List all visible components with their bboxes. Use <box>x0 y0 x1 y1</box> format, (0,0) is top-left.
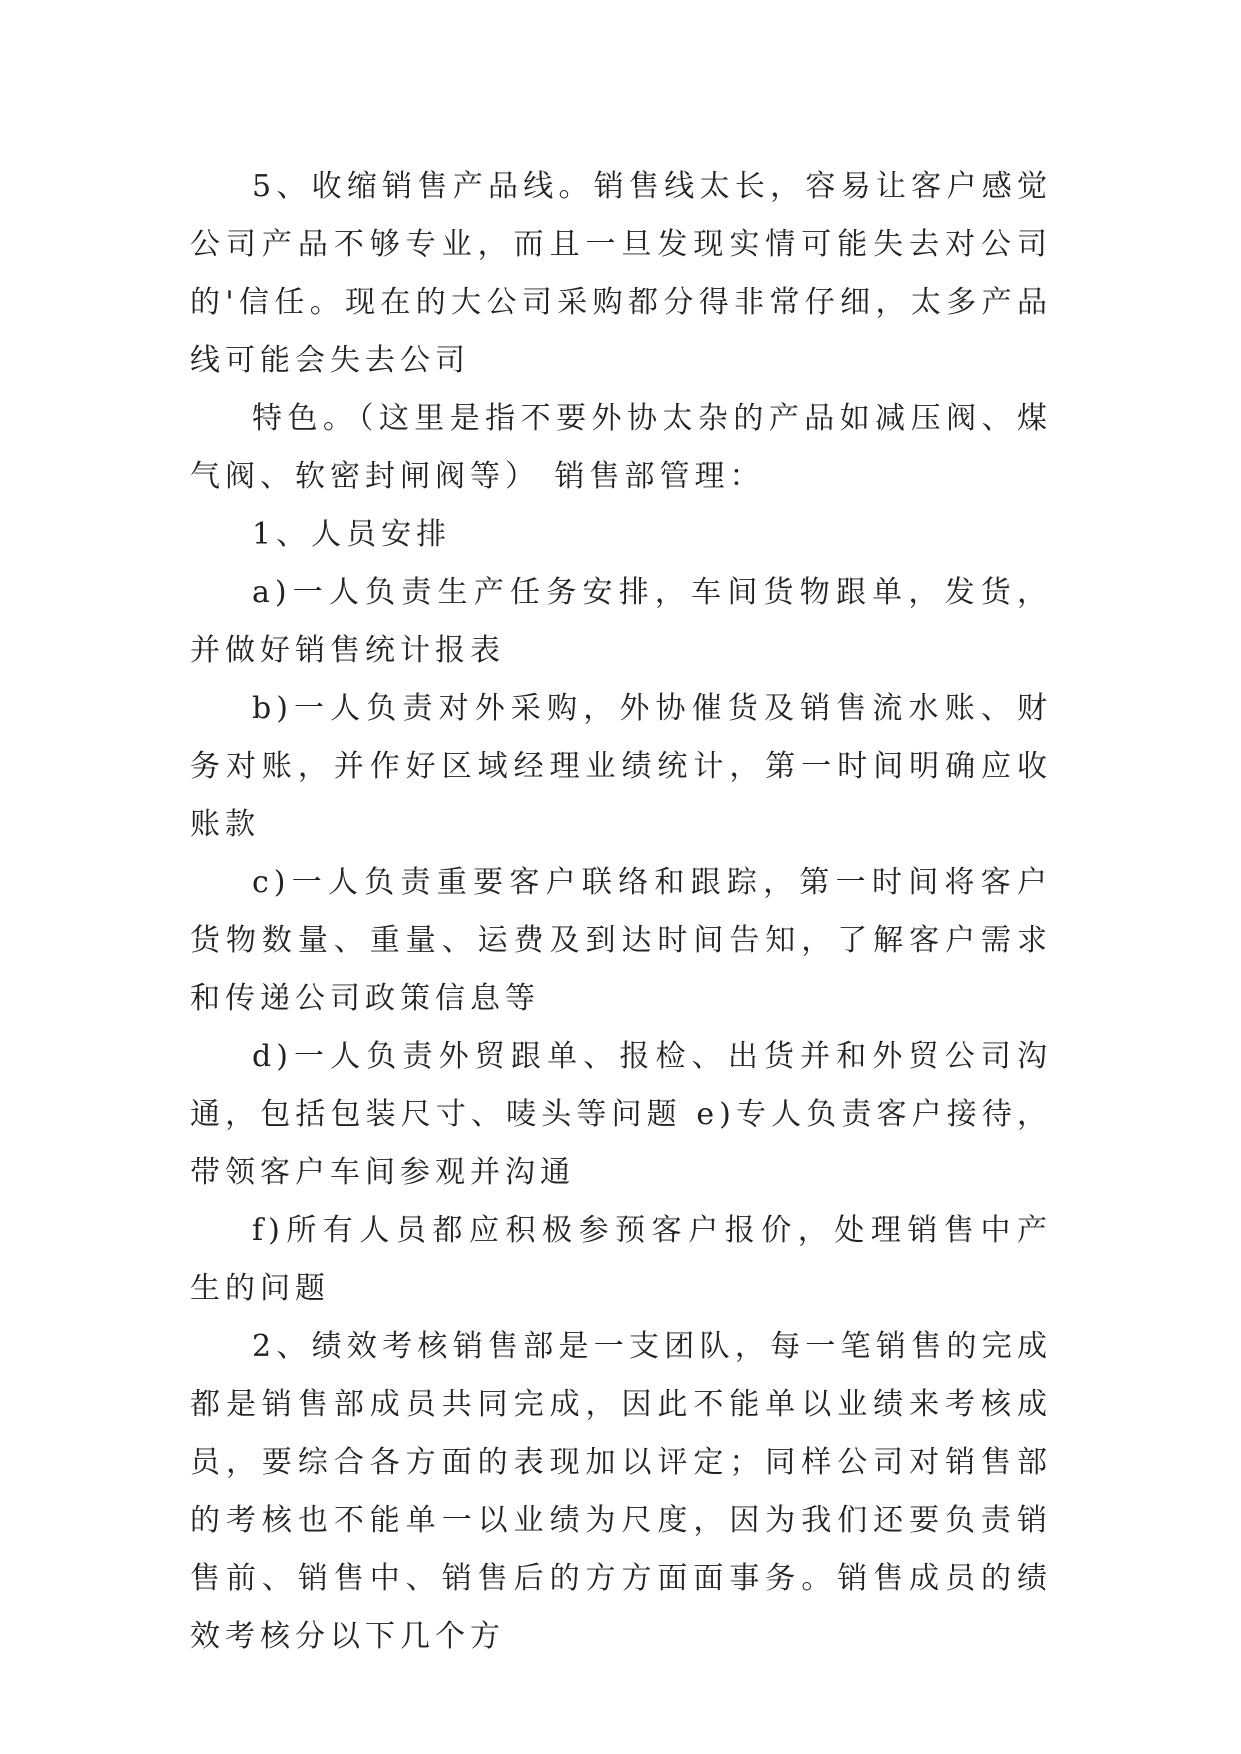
paragraph-staffing-heading: 1、人员安排 <box>252 517 452 552</box>
paragraph-staff-c: c)一人负责重要客户联络和跟踪，第一时间将客户货物数量、重量、运费及到达时间告知，了解客户需求和传递公司政策信息等 <box>190 865 1052 1016</box>
paragraph-features-management: 特色。（这里是指不要外协太杂的产品如减压阀、煤气阀、软密封闸阀等） 销售部管理： <box>190 401 1052 494</box>
paragraph-performance-review: 2、绩效考核销售部是一支团队，每一笔销售的完成都是销售部成员共同完成，因此不能单以业绩来考核成员，要综合各方面的表现加以评定；同样公司对销售部的考核也不能单一以业绩为尺度，因为我们还要负责销售前、销售中、销售后的方方面面事务。销售成员的绩效考核分以下几个方 <box>190 1329 1052 1654</box>
paragraph-staff-f: f)所有人员都应积极参预客户报价，处理销售中产生的问题 <box>190 1213 1052 1306</box>
paragraph-product-line: 5、收缩销售产品线。销售线太长，容易让客户感觉公司产品不够专业，而且一旦发现实情可能失去对公司的'信任。现在的大公司采购都分得非常仔细，太多产品线可能会失去公司 <box>190 169 1052 378</box>
document-body <box>190 158 1052 1666</box>
paragraph-staff-d-e: d)一人负责外贸跟单、报检、出货并和外贸公司沟通，包括包装尺寸、唛头等问题 e)专人负责客户接待，带领客户车间参观并沟通 <box>190 1039 1052 1190</box>
paragraph-staff-a: a)一人负责生产任务安排，车间货物跟单，发货，并做好销售统计报表 <box>190 575 1052 668</box>
paragraph-staff-b: b)一人负责对外采购，外协催货及销售流水账、财务对账，并作好区域经理业绩统计，第一时间明确应收账款 <box>190 691 1052 842</box>
